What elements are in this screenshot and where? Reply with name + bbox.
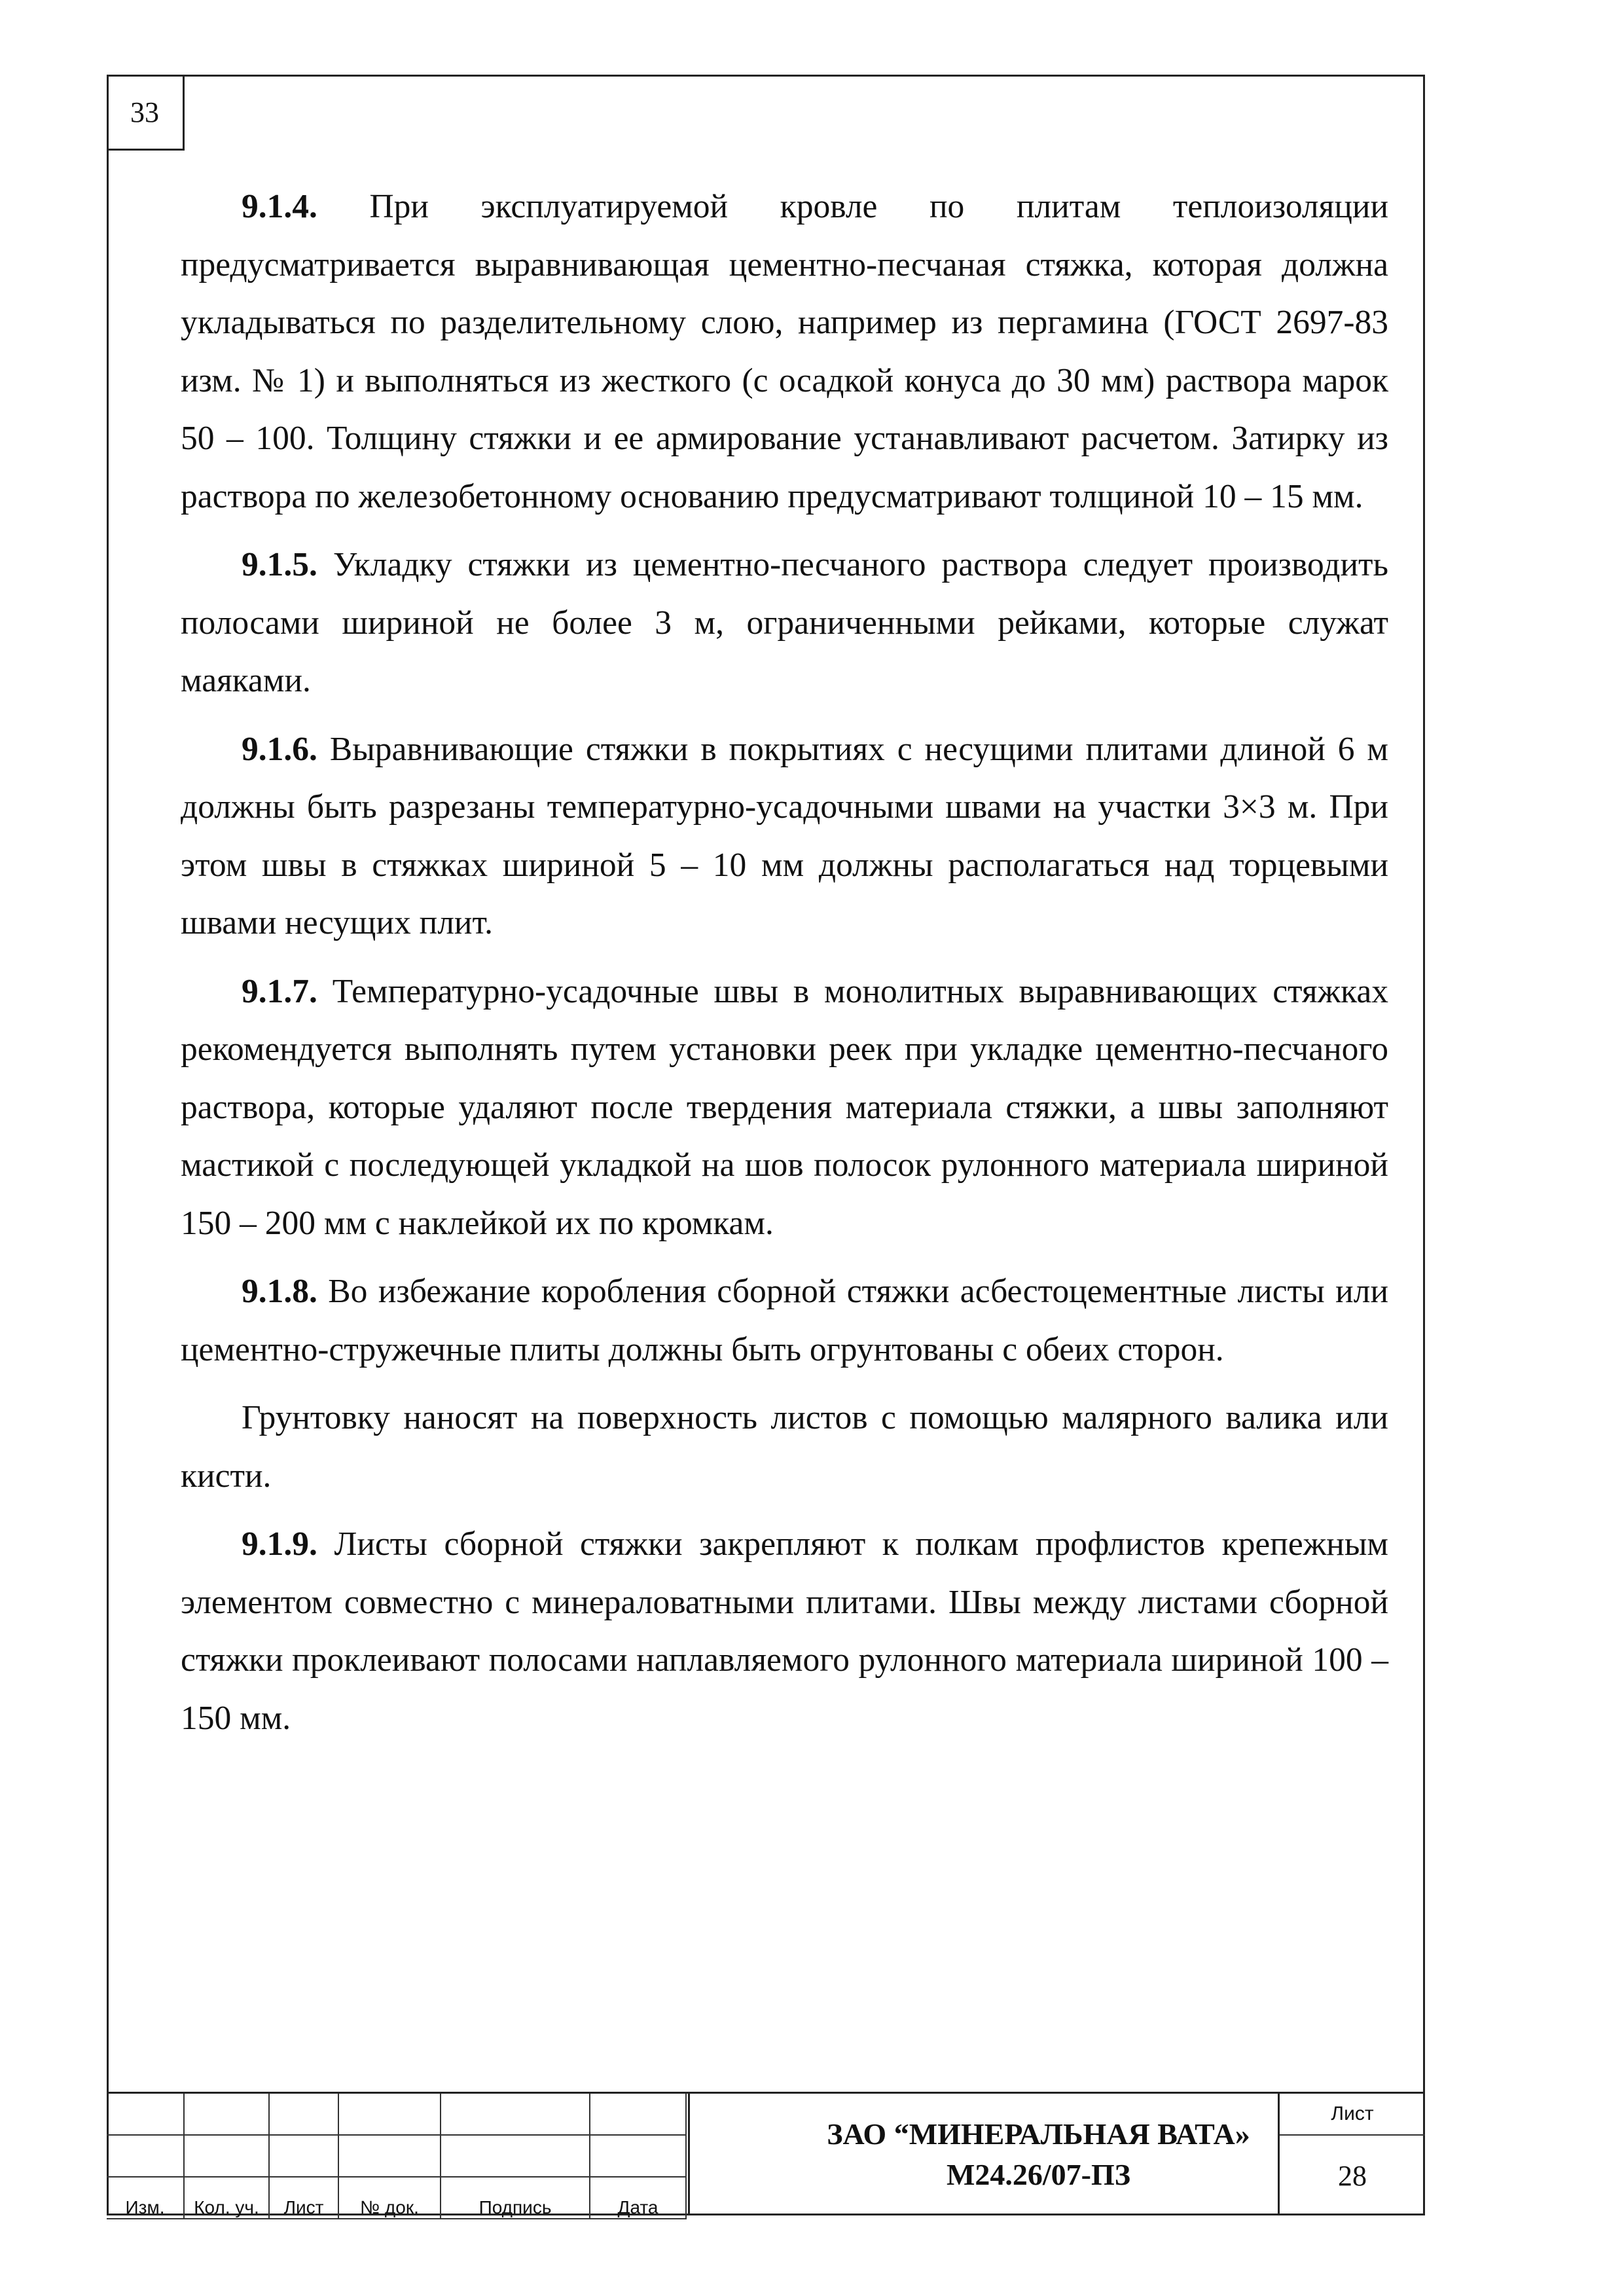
table-row — [107, 2094, 686, 2135]
paragraph-text: Грунтовку наносят на поверхность листов с помощью малярного валика или кисти. — [181, 1399, 1388, 1495]
paragraph-text: Температурно-усадочные швы в монолитных выравнивающих стяжках рекомендуется выполнять путем установки реек при укладке цементно-песчаного раствора, которые удаляют после твердения материала стяжки, а швы заполняют мастикой с последующей укладкой на шов полосок рулонного материала шириной 150 – 200 мм с наклейкой их по кромкам. — [181, 972, 1389, 1242]
clause-number: 9.1.4. — [242, 188, 317, 225]
document-code: М24.26/07-ПЗ — [946, 2158, 1131, 2191]
company-name: ЗАО “МИНЕРАЛЬНАЯ ВАТА» — [827, 2117, 1250, 2151]
document-body — [181, 178, 1388, 1758]
col-header: Изм. — [107, 2177, 184, 2219]
paragraph-9-1-9 — [181, 1516, 1388, 1747]
paragraph-text: Во избежание коробления сборной стяжки асбестоцементные листы или цементно-стружечные плиты должны быть огрунтованы с обеих сторон. — [181, 1273, 1388, 1368]
clause-number: 9.1.6. — [242, 730, 317, 768]
paragraph-9-1-5 — [181, 536, 1388, 710]
revision-table — [107, 2094, 687, 2219]
paragraph-text: Листы сборной стяжки закрепляют к полкам профлистов крепежным элементом совместно с минераловатными плитами. Швы между листами сборной стяжки проклеивают полосами наплавляемого рулонного материала шириной 100 – 150 мм. — [181, 1525, 1389, 1737]
clause-number: 9.1.8. — [242, 1273, 317, 1310]
col-header: Лист — [269, 2177, 338, 2219]
paragraph-text: Укладку стяжки из цементно-песчаного раствора следует производить полосами шириной не более 3 м, ограниченными рейками, которые служат маяками. — [181, 546, 1389, 699]
clause-number: 9.1.5. — [242, 546, 317, 583]
clause-number: 9.1.9. — [242, 1525, 317, 1563]
clause-number: 9.1.7. — [242, 972, 317, 1010]
page-number-corner: 33 — [107, 75, 185, 151]
col-header: № док. — [338, 2177, 441, 2219]
paragraph-text: При эксплуатируемой кровле по плитам теплоизоляции предусматривается выравнивающая цементно-песчаная стяжка, которая должна укладываться по разделительному слою, например из пергамина (ГОСТ 2697-83 изм. № 1) и выполняться из жесткого (с осадкой конуса до 30 мм) раствора марок 50 – 100. Толщину стяжки и ее армирование устанавливают расчетом. Затирку из раствора по железобетонному основанию предусматривают толщиной 10 – 15 мм. — [181, 188, 1388, 515]
sheet-label: Лист — [1280, 2094, 1425, 2136]
col-header: Подпись — [441, 2177, 590, 2219]
paragraph-9-1-8 — [181, 1263, 1388, 1379]
sheet-cell — [1278, 2094, 1425, 2215]
paragraph-9-1-7 — [181, 963, 1388, 1253]
header-row — [107, 2177, 686, 2219]
paragraph-9-1-4 — [181, 178, 1388, 526]
paragraph-text: Выравнивающие стяжки в покрытиях с несущими плитами длиной 6 м должны быть разрезаны температурно-усадочными швами на участки 3×3 м. При этом швы в стяжках шириной 5 – 10 мм должны располагаться над торцевыми швами несущих плит. — [181, 730, 1389, 941]
table-row — [107, 2135, 686, 2177]
col-header: Кол. уч. — [184, 2177, 269, 2219]
sheet-number: 28 — [1338, 2160, 1367, 2192]
paragraph-priming — [181, 1389, 1388, 1505]
title-block — [107, 2092, 1425, 2215]
col-header: Дата — [590, 2177, 686, 2219]
paragraph-9-1-6 — [181, 721, 1388, 953]
